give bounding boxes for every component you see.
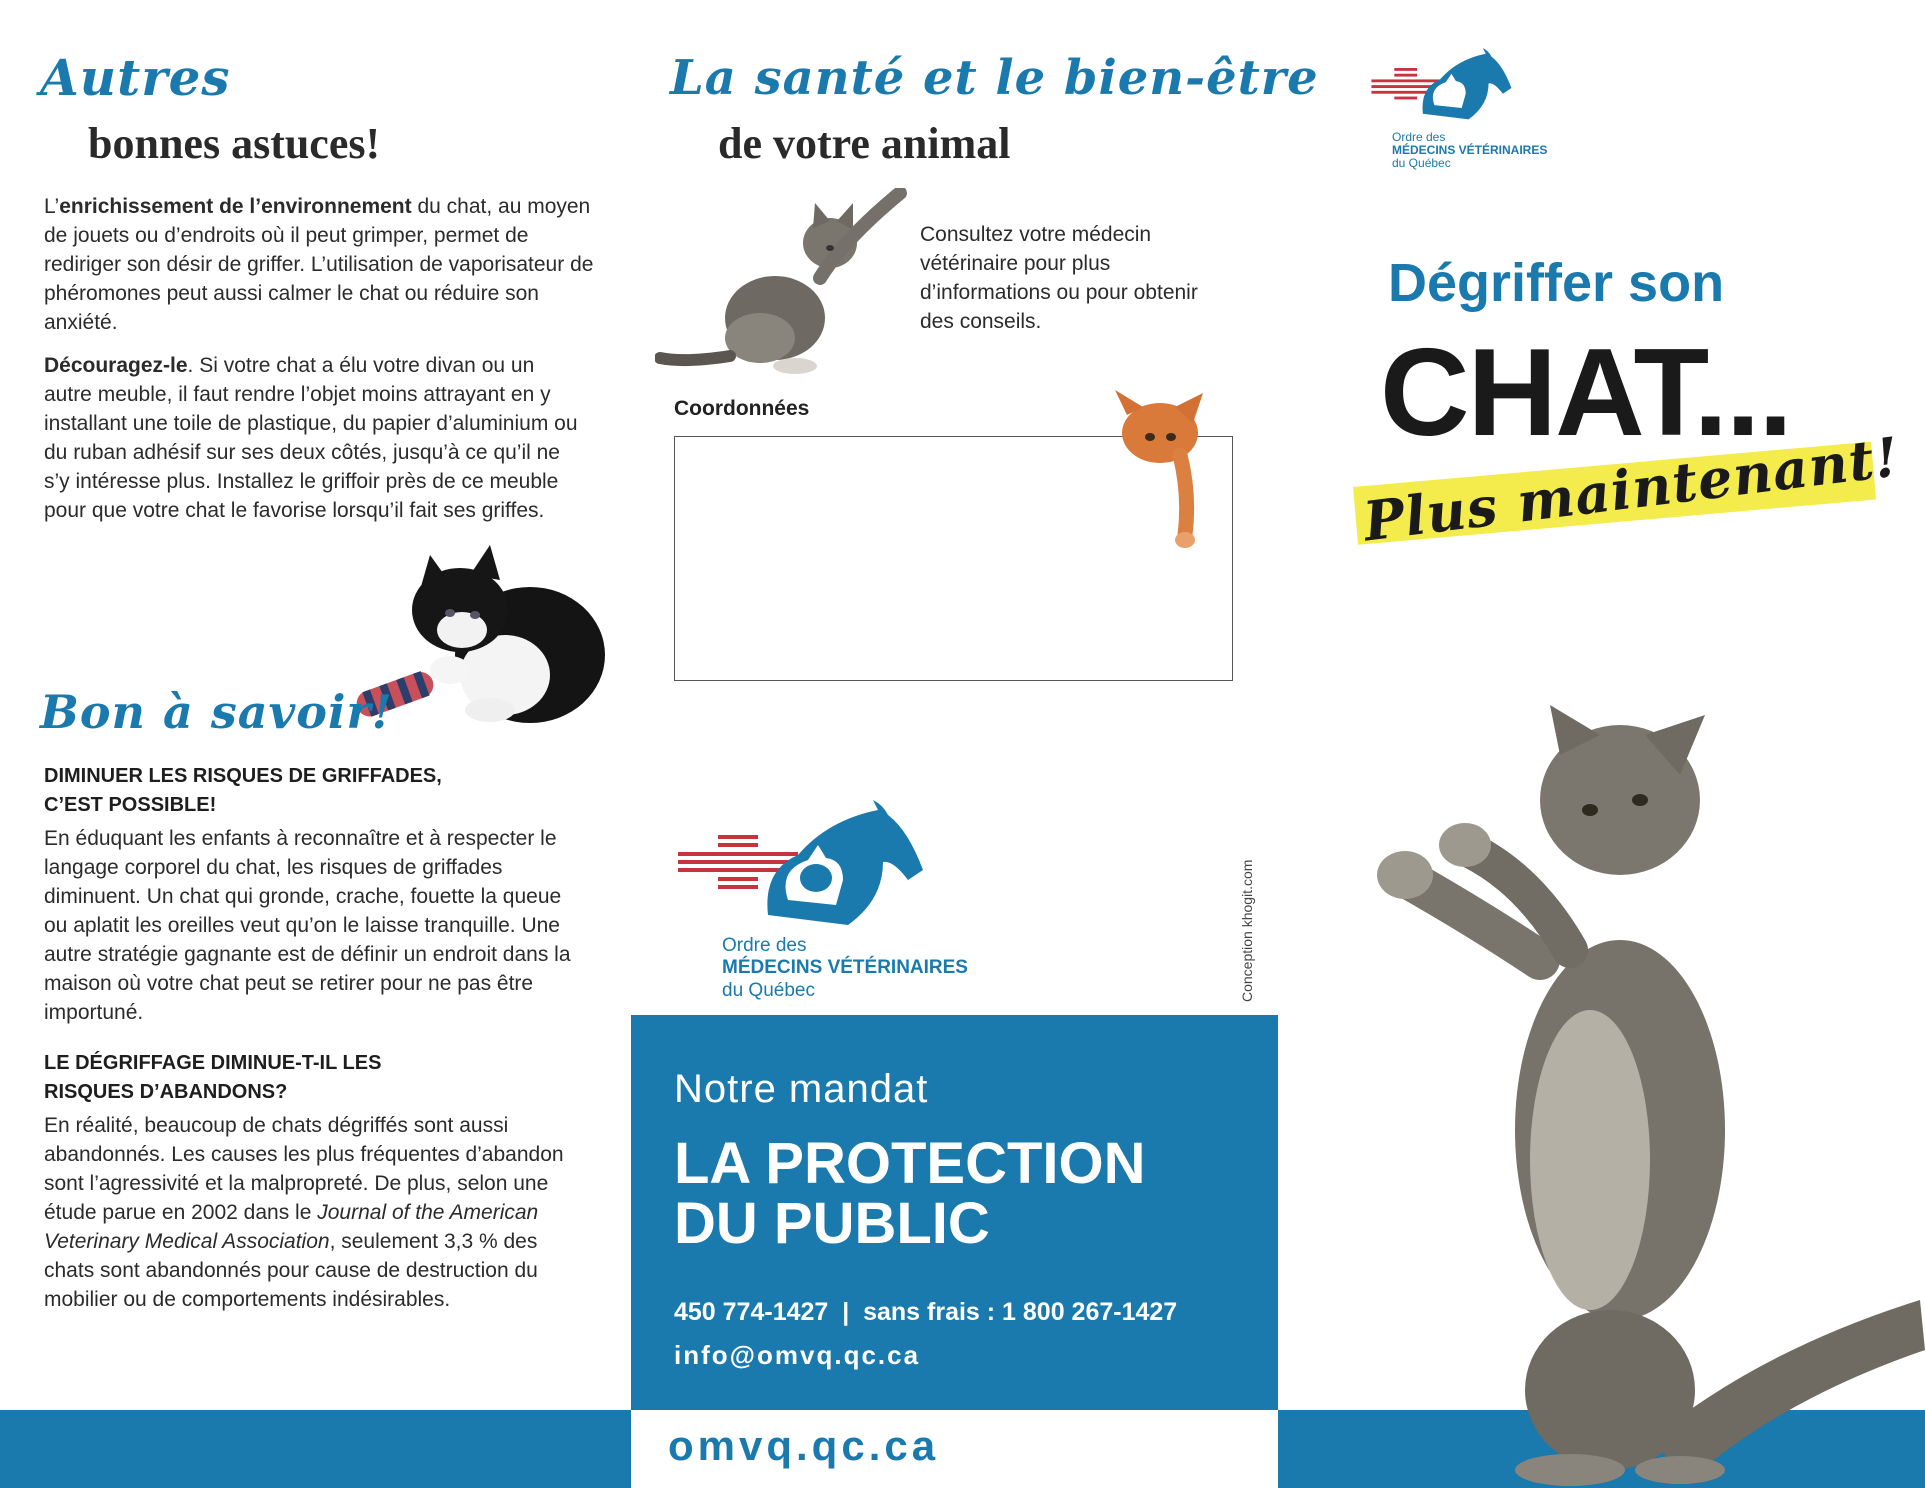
- coordonnees-label: Coordonnées: [674, 397, 810, 420]
- mandate-big-1: LA PROTECTION: [674, 1131, 1146, 1196]
- standing-cat-photo: [1360, 700, 1925, 1488]
- autres-script-heading: Autres: [40, 48, 231, 107]
- logo-line1: Ordre des: [722, 935, 807, 956]
- orange-kitten-photo: [1105, 385, 1210, 550]
- mandate-small: Notre mandat: [674, 1067, 929, 1111]
- logo-right-line1: Ordre des: [1392, 130, 1446, 144]
- logo-right-line3: du Québec: [1392, 156, 1451, 170]
- faq-section: [44, 762, 604, 1314]
- title-small: Dégriffer son: [1388, 253, 1725, 313]
- website-link[interactable]: omvq.qc.ca: [668, 1422, 940, 1469]
- bonnes-astuces-heading: bonnes astuces!: [88, 119, 381, 168]
- faq-question-2: LE DÉGRIFFAGE DIMINUE-T-IL LES RISQUES D’ABANDONS?: [44, 1052, 382, 1103]
- consult-text: Consultez votre médecin vétérinaire pour plus d’informations ou pour obtenir des conseils.: [920, 223, 1198, 333]
- mandate-block: [631, 1015, 1278, 1410]
- sante-script-heading: La santé et le bien-être: [670, 50, 1319, 106]
- faq-answer-1: En éduquant les enfants à reconnaître et à respecter le langage corporel du chat, les risques de griffades diminuent. Un chat qui gronde, crache, fouette la queue ou aplatit les oreilles veut qu’on le laisse tranquille. Une autre stratégie gagnante est de définir un endroit dans la maison où votre chat peut se retirer pour ne pas être importuné.: [44, 827, 571, 1024]
- faq-question-1: DIMINUER LES RISQUES DE GRIFFADES, C’EST POSSIBLE!: [44, 765, 442, 816]
- title-big: CHAT...: [1380, 324, 1791, 462]
- faq-answer-2: En réalité, beaucoup de chats dégriffés sont aussi abandonnés. Les causes les plus fréquentes d’abandon sont l’agressivité et la malpropreté. De plus, selon une étude parue en 2002 dans le Journal of the American Veterinary Medical Association, seulement 3,3 % des chats sont abandonnés pour cause de destruction du mobilier ou de comportements indésirables.: [44, 1114, 564, 1311]
- bon-a-savoir-script-heading: Bon à savoir!: [40, 685, 393, 739]
- mandate-big-2: DU PUBLIC: [674, 1191, 990, 1256]
- kitten-reaching-photo: [655, 188, 915, 378]
- logo-line3: du Québec: [722, 980, 815, 1001]
- omvq-logo-mark-small-icon: [1360, 48, 1520, 128]
- votre-animal-heading: de votre animal: [718, 119, 1011, 168]
- slogan-text: Plus maintenant!: [1360, 424, 1903, 554]
- tip-enrichment: L’enrichissement de l’environnement du chat, au moyen de jouets ou d’endroits où il peut grimper, permet de rediriger son désir de griffer. L’utilisation de vaporisateur de phéromones peut aussi calmer le chat ou réduire son anxiété.: [44, 195, 594, 334]
- email-link[interactable]: info@omvq.qc.ca: [674, 1340, 921, 1370]
- tip-discourage: Découragez-le. Si votre chat a élu votre divan ou un autre meuble, il faut rendre l’objet moins attrayant en y installant une toile de plastique, du papier d’aluminium ou du ruban adhésif sur ses deux côtés, jusqu’à ce qu’il ne s’y intéresse plus. Installez le griffoir près de ce meuble pour que votre chat le favorise lorsqu’il fait ses griffes.: [44, 354, 578, 522]
- logo-right-line2: MÉDECINS VÉTÉRINAIRES: [1392, 143, 1548, 157]
- tips-text: [44, 192, 599, 539]
- omvq-logo-mark-icon: [668, 800, 928, 940]
- design-credit: Conception khogit.com: [1239, 859, 1255, 1002]
- omvq-logo-middle: [668, 800, 998, 1005]
- phone-line: 450 774-1427 | sans frais : 1 800 267-1427: [674, 1298, 1178, 1326]
- logo-line2: MÉDECINS VÉTÉRINAIRES: [722, 957, 968, 978]
- omvq-logo-right: [1360, 48, 1570, 173]
